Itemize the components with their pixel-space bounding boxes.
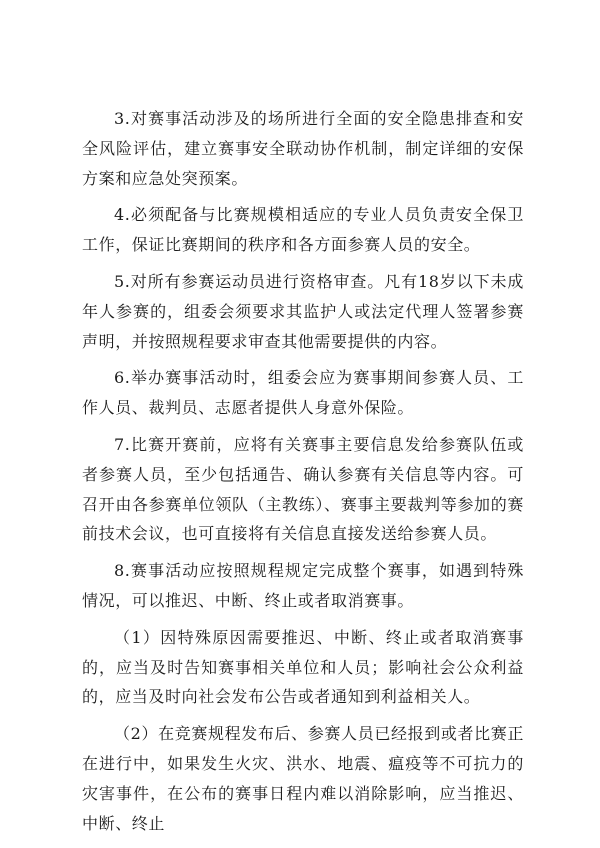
document-body <box>82 104 524 845</box>
paragraph-item-5: 5.对所有参赛运动员进行资格审查。凡有18岁以下未成年人参赛的，组委会须要求其监护人或法定代理人签署参赛声明，并按照规程要求审查其他需要提供的内容。 <box>82 271 524 351</box>
paragraph-item-6: 6.举办赛事活动时，组委会应为赛事期间参赛人员、工作人员、裁判员、志愿者提供人身意外保险。 <box>82 368 524 418</box>
paragraph-item-7: 7.比赛开赛前，应将有关赛事主要信息发给参赛队伍或者参赛人员，至少包括通告、确认参赛有关信息等内容。可召开由各参赛单位领队（主教练）、赛事主要裁判等参加的赛前技术会议，也可直接将有关信息直接发送给参赛人员。 <box>82 434 524 544</box>
paragraph-item-4: 4.必须配备与比赛规模相适应的专业人员负责安全保卫工作，保证比赛期间的秩序和各方面参赛人员的安全。 <box>82 205 524 255</box>
paragraph-item-3: 3.对赛事活动涉及的场所进行全面的安全隐患排查和安全风险评估，建立赛事安全联动协作机制，制定详细的安保方案和应急处突预案。 <box>82 109 524 188</box>
paragraph-subitem-2: （2）在竞赛规程发布后、参赛人员已经报到或者比赛正在进行中，如果发生火灾、洪水、地震、瘟疫等不可抗力的灾害事件，在公布的赛事日程内难以消除影响，应当推迟、中断、终止 <box>82 724 524 833</box>
paragraph-item-8: 8.赛事活动应按照规程规定完成整个赛事，如遇到特殊情况，可以推迟、中断、终止或者取消赛事。 <box>82 561 524 610</box>
paragraph-subitem-1: （1）因特殊原因需要推迟、中断、终止或者取消赛事的，应当及时告知赛事相关单位和人员；影响社会公众利益的，应当及时向社会发布公告或者通知到利益相关人。 <box>82 627 524 707</box>
